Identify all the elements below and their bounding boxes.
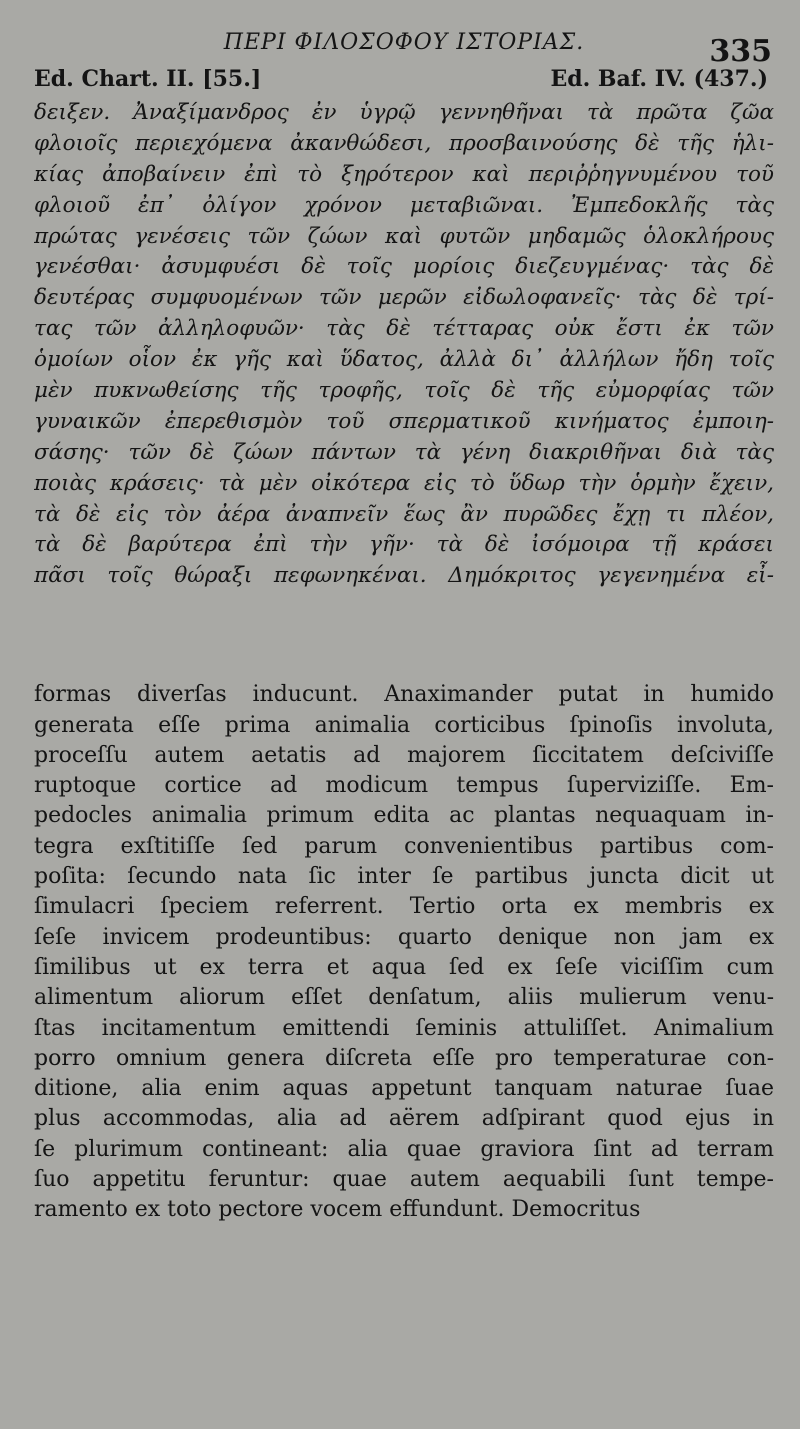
latin-line: ditione, alia enim aquas appetunt tanquam naturae ſuae xyxy=(34,1076,774,1102)
latin-line: plus accommodas, alia ad aërem adſpirant quod ejus in xyxy=(34,1106,774,1132)
greek-text-block xyxy=(34,98,774,592)
greek-line: δευτέρας συμφυομένων τῶν μερῶν εἰδωλοφανεῖς· τὰς δὲ τρί- xyxy=(34,285,774,311)
latin-line: ſe plurimum contineant: alia quae graviora ſint ad terram xyxy=(34,1136,774,1162)
greek-line: δειξεν. Ἀναξίμανδρος ἐν ὑγρῷ γεννηθῆναι τὰ πρῶτα ζῶα xyxy=(34,100,774,125)
latin-text-block xyxy=(34,680,774,1225)
latin-line: pedocles animalia primum edita ac plantas nequaquam in- xyxy=(34,803,774,829)
greek-line: μὲν πυκνωθείσης τῆς τροφῆς, τοῖς δὲ τῆς εὐμορφίας τῶν xyxy=(34,378,774,404)
page-number: 335 xyxy=(709,34,772,69)
greek-line: τας τῶν ἀλληλοφυῶν· τὰς δὲ τέτταρας οὐκ ἔστι ἐκ τῶν xyxy=(34,316,774,342)
latin-line: proceſſu autem aetatis ad majorem ſiccitatem deſciviſſe xyxy=(34,742,774,768)
latin-line: formas diverſas inducunt. Anaximander putat in humido xyxy=(34,682,774,708)
latin-line: alimentum aliorum eſſet denſatum, aliis mulierum venu- xyxy=(34,985,774,1011)
latin-line: generata eſſe prima animalia corticibus ſpinoſis involuta, xyxy=(34,712,774,738)
greek-line: γενέσθαι· ἀσυμφυέσι δὲ τοῖς μορίοις διεζευγμένας· τὰς δὲ xyxy=(34,254,774,280)
latin-line: porro omnium genera diſcreta eſſe pro temperaturae con- xyxy=(34,1045,774,1071)
latin-line: ſuo appetitu feruntur: quae autem aequabili ſunt tempe- xyxy=(34,1167,774,1192)
latin-line: ſimulacri ſpeciem referrent. Tertio orta ex membris ex xyxy=(34,894,774,920)
greek-line: πᾶσι τοῖς θώραξι πεφωνηκέναι. Δημόκριτος γεγενημένα εἶ- xyxy=(34,563,774,589)
greek-line: ποιὰς κράσεις· τὰ μὲν οἰκότερα εἰς τὸ ὕδωρ τὴν ὁρμὴν ἔχειν, xyxy=(34,470,774,496)
latin-line: poſita: ſecundo nata ſic inter ſe partibus juncta dicit ut xyxy=(34,864,774,890)
greek-line: πρώτας γενέσεις τῶν ζώων καὶ φυτῶν μηδαμῶς ὁλοκλήρους xyxy=(34,223,774,249)
latin-line: ruptoque cortice ad modicum tempus ſuperviziſſe. Em- xyxy=(34,773,774,799)
greek-line: ὁμοίων οἷον ἐκ γῆς καὶ ὕδατος, ἀλλὰ δι᾽ ἀλλήλων ἤδη τοῖς xyxy=(34,347,774,373)
greek-line: φλοιοῦ ἐπ᾽ ὀλίγον χρόνον μεταβιῶναι. Ἐμπεδοκλῆς τὰς xyxy=(34,192,774,218)
latin-line: ſeſe invicem prodeuntibus: quarto denique non jam ex xyxy=(34,924,774,950)
greek-line: τὰ δὲ εἰς τὸν ἀέρα ἀναπνεῖν ἕως ἂν πυρῶδες ἔχῃ τι πλέον, xyxy=(34,501,774,527)
greek-line: τὰ δὲ βαρύτερα ἐπὶ τὴν γῆν· τὰ δὲ ἰσόμοιρα τῇ κράσει xyxy=(34,532,774,558)
greek-line: κίας ἀποβαίνειν ἐπὶ τὸ ξηρότερον καὶ περιῤῥηγνυμένου τοῦ xyxy=(34,161,774,187)
edition-references xyxy=(34,66,774,98)
latin-line: ſimilibus ut ex terra et aqua ſed ex ſeſe viciſſim cum xyxy=(34,954,774,980)
greek-line: σάσης· τῶν δὲ ζώων πάντων τὰ γένη διακριθῆναι διὰ τὰς xyxy=(34,439,774,465)
column-gap xyxy=(34,592,774,680)
latin-line: ramento ex toto pectore vocem effundunt. Democritus xyxy=(34,1197,641,1223)
edition-chartier-ref: Ed. Chart. II. [55.] xyxy=(34,66,262,92)
latin-line: ſtas incitamentum emittendi ſeminis attuliſſet. Animalium xyxy=(34,1015,774,1041)
greek-line: φλοιοῖς περιεχόμενα ἀκανθώδεσι, προσβαινούσης δὲ τῆς ἡλι- xyxy=(34,130,774,156)
edition-basel-ref: Ed. Baf. IV. (437.) xyxy=(550,66,768,92)
running-head xyxy=(34,0,774,69)
latin-line: tegra exſtitiſſe ſed parum convenientibus partibus com- xyxy=(34,833,774,859)
greek-line: γυναικῶν ἐπερεθισμὸν τοῦ σπερματικοῦ κινήματος ἐμποιη- xyxy=(34,408,774,434)
running-title: ΠΕΡΙ ΦΙΛΟΣΟΦΟΥ ΙΣΤΟΡΙΑΣ. xyxy=(223,30,585,55)
